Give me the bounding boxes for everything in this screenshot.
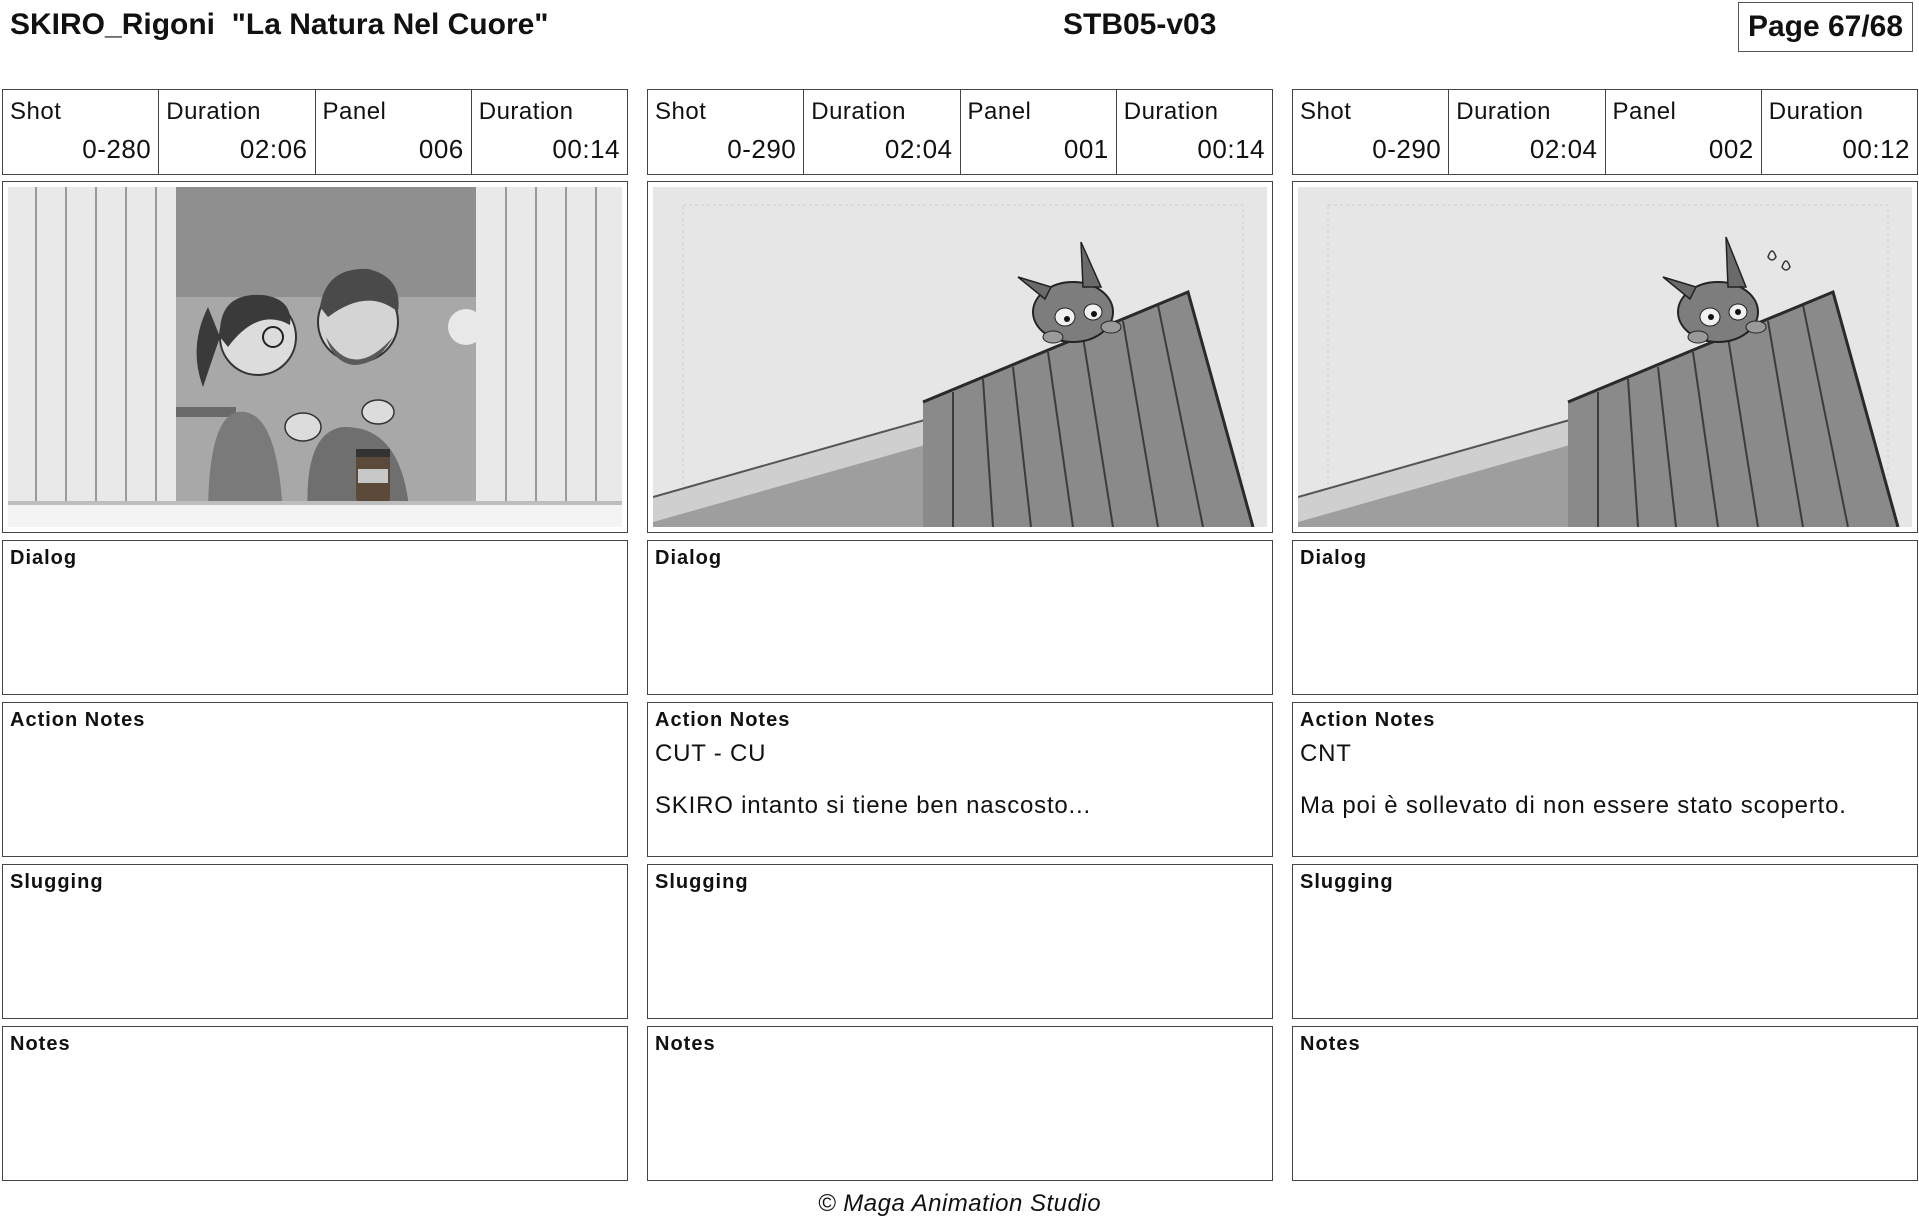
slugging-box	[1292, 864, 1918, 1019]
storyboard-code: STB05-v03	[1063, 8, 1217, 41]
panel-frame	[1292, 181, 1918, 533]
duration-label: Duration	[1123, 98, 1219, 125]
duration-label: Duration	[1456, 98, 1551, 125]
shot-label: Shot	[1300, 98, 1352, 125]
shot-cell	[1293, 90, 1449, 174]
panel-duration-value: 00:14	[1197, 134, 1265, 164]
notes-box	[647, 1026, 1273, 1181]
duration-label: Duration	[478, 98, 574, 125]
copyright-footer: © Maga Animation Studio	[817, 1190, 1102, 1217]
panel-info-row	[1292, 89, 1918, 175]
action-notes-line: Ma poi è sollevato di non essere stato scoperto.	[1300, 792, 1847, 819]
notes-label: Notes	[1300, 1033, 1361, 1055]
shot-cell	[648, 90, 804, 174]
slugging-box	[2, 864, 628, 1019]
shot-duration-value: 02:04	[884, 134, 953, 164]
panel-frame	[647, 181, 1273, 533]
shot-value: 0-290	[727, 134, 797, 164]
duration-label: Duration	[811, 98, 906, 125]
shot-duration-cell	[1449, 90, 1605, 174]
shot-label: Shot	[10, 98, 62, 125]
action-notes-label: Action Notes	[10, 709, 146, 731]
notes-box	[1292, 1026, 1918, 1181]
action-notes-label: Action Notes	[655, 709, 791, 731]
dialog-label: Dialog	[10, 547, 78, 569]
panel-duration-value: 00:14	[552, 134, 620, 164]
panel-cell	[316, 90, 472, 174]
action-notes-line: CNT	[1300, 740, 1352, 767]
duration-label: Duration	[1768, 98, 1864, 125]
panel-value: 001	[1063, 134, 1109, 164]
storyboard-image	[8, 187, 622, 527]
slugging-label: Slugging	[10, 871, 104, 893]
panel-info-row	[647, 89, 1273, 175]
panel-duration-cell	[1117, 90, 1272, 174]
dialog-box	[1292, 540, 1918, 695]
panel-value: 002	[1708, 134, 1754, 164]
notes-label: Notes	[655, 1033, 716, 1055]
slugging-label: Slugging	[655, 871, 749, 893]
notes-box	[2, 1026, 628, 1181]
storyboard-image	[653, 187, 1267, 527]
shot-duration-value: 02:06	[239, 134, 308, 164]
panel-cell	[1606, 90, 1762, 174]
storyboard-image	[1298, 187, 1912, 527]
storyboard-panel-1	[2, 89, 628, 1181]
storyboard-panel-3	[1292, 89, 1918, 1181]
dialog-box	[2, 540, 628, 695]
panel-cell	[961, 90, 1117, 174]
page-number: Page 67/68	[1738, 2, 1913, 52]
shot-label: Shot	[655, 98, 707, 125]
shot-duration-cell	[804, 90, 960, 174]
panel-frame	[2, 181, 628, 533]
panel-label: Panel	[322, 98, 387, 125]
notes-label: Notes	[10, 1033, 71, 1055]
panel-duration-cell	[472, 90, 627, 174]
slugging-box	[647, 864, 1273, 1019]
panel-value: 006	[418, 134, 464, 164]
dialog-box	[647, 540, 1273, 695]
action-notes-box	[2, 702, 628, 857]
panel-info-row	[2, 89, 628, 175]
action-notes-box	[647, 702, 1273, 857]
storyboard-panel-2	[647, 89, 1273, 1181]
page-title: SKIRO_Rigoni "La Natura Nel Cuore"	[10, 8, 549, 41]
shot-cell	[3, 90, 159, 174]
duration-label: Duration	[166, 98, 261, 125]
dialog-label: Dialog	[655, 547, 723, 569]
shot-duration-cell	[159, 90, 315, 174]
slugging-label: Slugging	[1300, 871, 1394, 893]
shot-duration-value: 02:04	[1529, 134, 1598, 164]
panel-duration-cell	[1762, 90, 1917, 174]
shot-value: 0-280	[82, 134, 152, 164]
panel-label: Panel	[1612, 98, 1677, 125]
panel-label: Panel	[967, 98, 1032, 125]
action-notes-line: CUT - CU	[655, 740, 767, 767]
dialog-label: Dialog	[1300, 547, 1368, 569]
action-notes-box	[1292, 702, 1918, 857]
panel-duration-value: 00:12	[1842, 134, 1910, 164]
action-notes-label: Action Notes	[1300, 709, 1436, 731]
shot-value: 0-290	[1372, 134, 1442, 164]
action-notes-line: SKIRO intanto si tiene ben nascosto...	[655, 792, 1091, 819]
